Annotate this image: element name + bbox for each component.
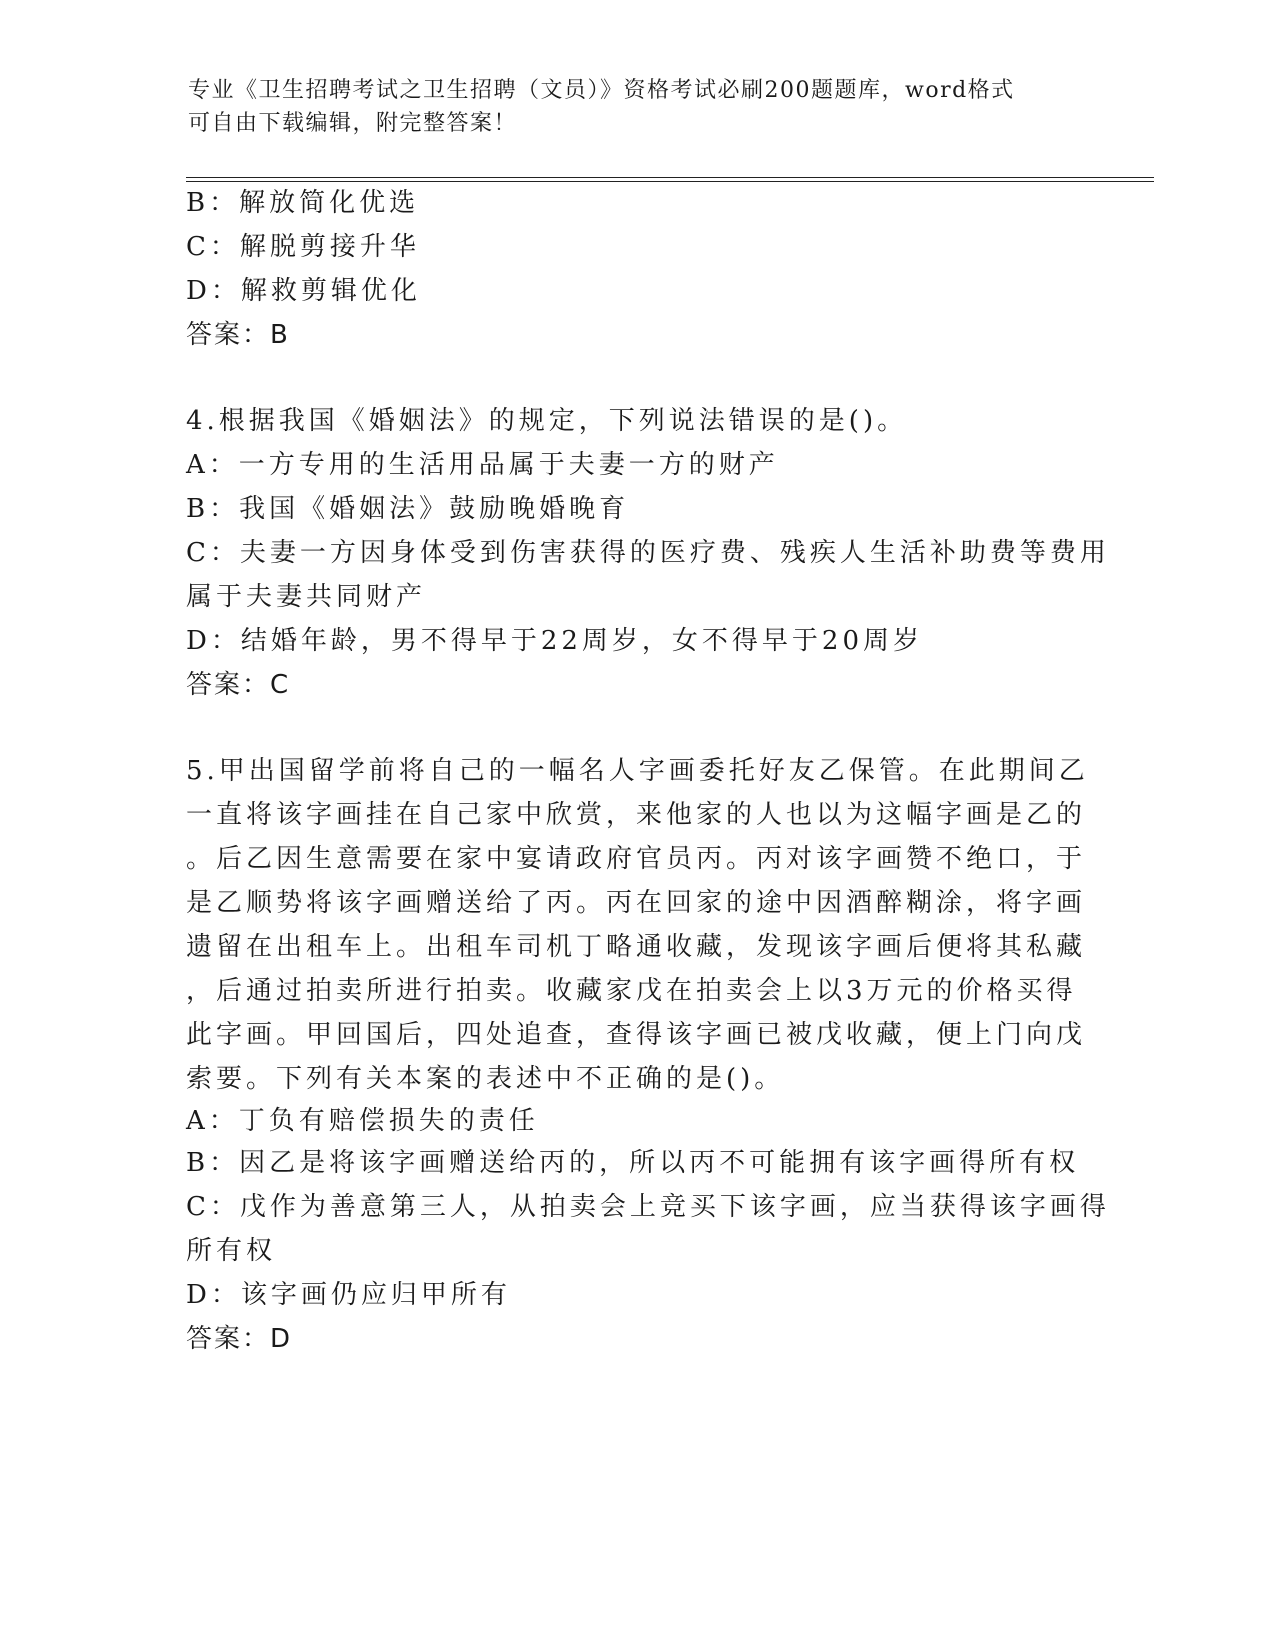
q4-option-d: D：结婚年龄，男不得早于22周岁，女不得早于20周岁 (186, 626, 924, 656)
q4-option-c-line-2: 属于夫妻共同财产 (186, 582, 427, 612)
document-header (188, 74, 1068, 140)
q3-option-b: B：解放简化优选 (186, 188, 420, 218)
q5-answer: 答案：D (186, 1324, 293, 1354)
q5-option-b: B：因乙是将该字画赠送给丙的，所以丙不可能拥有该字画得所有权 (186, 1148, 1080, 1178)
q4-stem: 4.根据我国《婚姻法》的规定，下列说法错误的是()。 (186, 406, 908, 436)
q4-option-a: A：一方专用的生活用品属于夫妻一方的财产 (186, 450, 779, 480)
q5-option-c-line-2: 所有权 (186, 1236, 277, 1266)
header-title-line-1: 专业《卫生招聘考试之卫生招聘（文员）》资格考试必刷200题题库，word格式 (188, 78, 1015, 103)
header-title-line-2: 可自由下载编辑，附完整答案！ (188, 111, 518, 136)
q5-stem-line-5: 遗留在出租车上。出租车司机丁略通收藏，发现该字画后便将其私藏 (186, 932, 1087, 962)
q5-option-c-line-1: C：戊作为善意第三人，从拍卖会上竞买下该字画，应当获得该字画得 (186, 1192, 1110, 1222)
q4-option-c-line-1: C：夫妻一方因身体受到伤害获得的医疗费、残疾人生活补助费等费用 (186, 538, 1110, 568)
q5-option-d: D：该字画仍应归甲所有 (186, 1280, 511, 1310)
q5-option-a: A：丁负有赔偿损失的责任 (186, 1106, 539, 1136)
q5-stem-line-3: 。后乙因生意需要在家中宴请政府官员丙。丙对该字画赞不绝口，于 (186, 844, 1087, 874)
q3-option-c: C：解脱剪接升华 (186, 232, 420, 262)
q4-answer: 答案：C (186, 670, 291, 700)
q5-stem-line-6: ，后通过拍卖所进行拍卖。收藏家戊在拍卖会上以3万元的价格买得 (186, 976, 1077, 1006)
q3-option-d: D：解救剪辑优化 (186, 276, 421, 306)
q5-stem-line-4: 是乙顺势将该字画赠送给了丙。丙在回家的途中因酒醉糊涂，将字画 (186, 888, 1087, 918)
q3-answer: 答案：B (186, 320, 290, 350)
q5-stem-line-7: 此字画。甲回国后，四处追查，查得该字画已被戊收藏，便上门向戊 (186, 1020, 1087, 1050)
q5-stem-line-2: 一直将该字画挂在自己家中欣赏，来他家的人也以为这幅字画是乙的 (186, 800, 1087, 830)
q4-option-b: B：我国《婚姻法》鼓励晚婚晚育 (186, 494, 630, 524)
q5-stem-line-8: 索要。下列有关本案的表述中不正确的是()。 (186, 1064, 785, 1094)
q5-stem-line-1: 5.甲出国留学前将自己的一幅名人字画委托好友乙保管。在此期间乙 (186, 756, 1089, 786)
